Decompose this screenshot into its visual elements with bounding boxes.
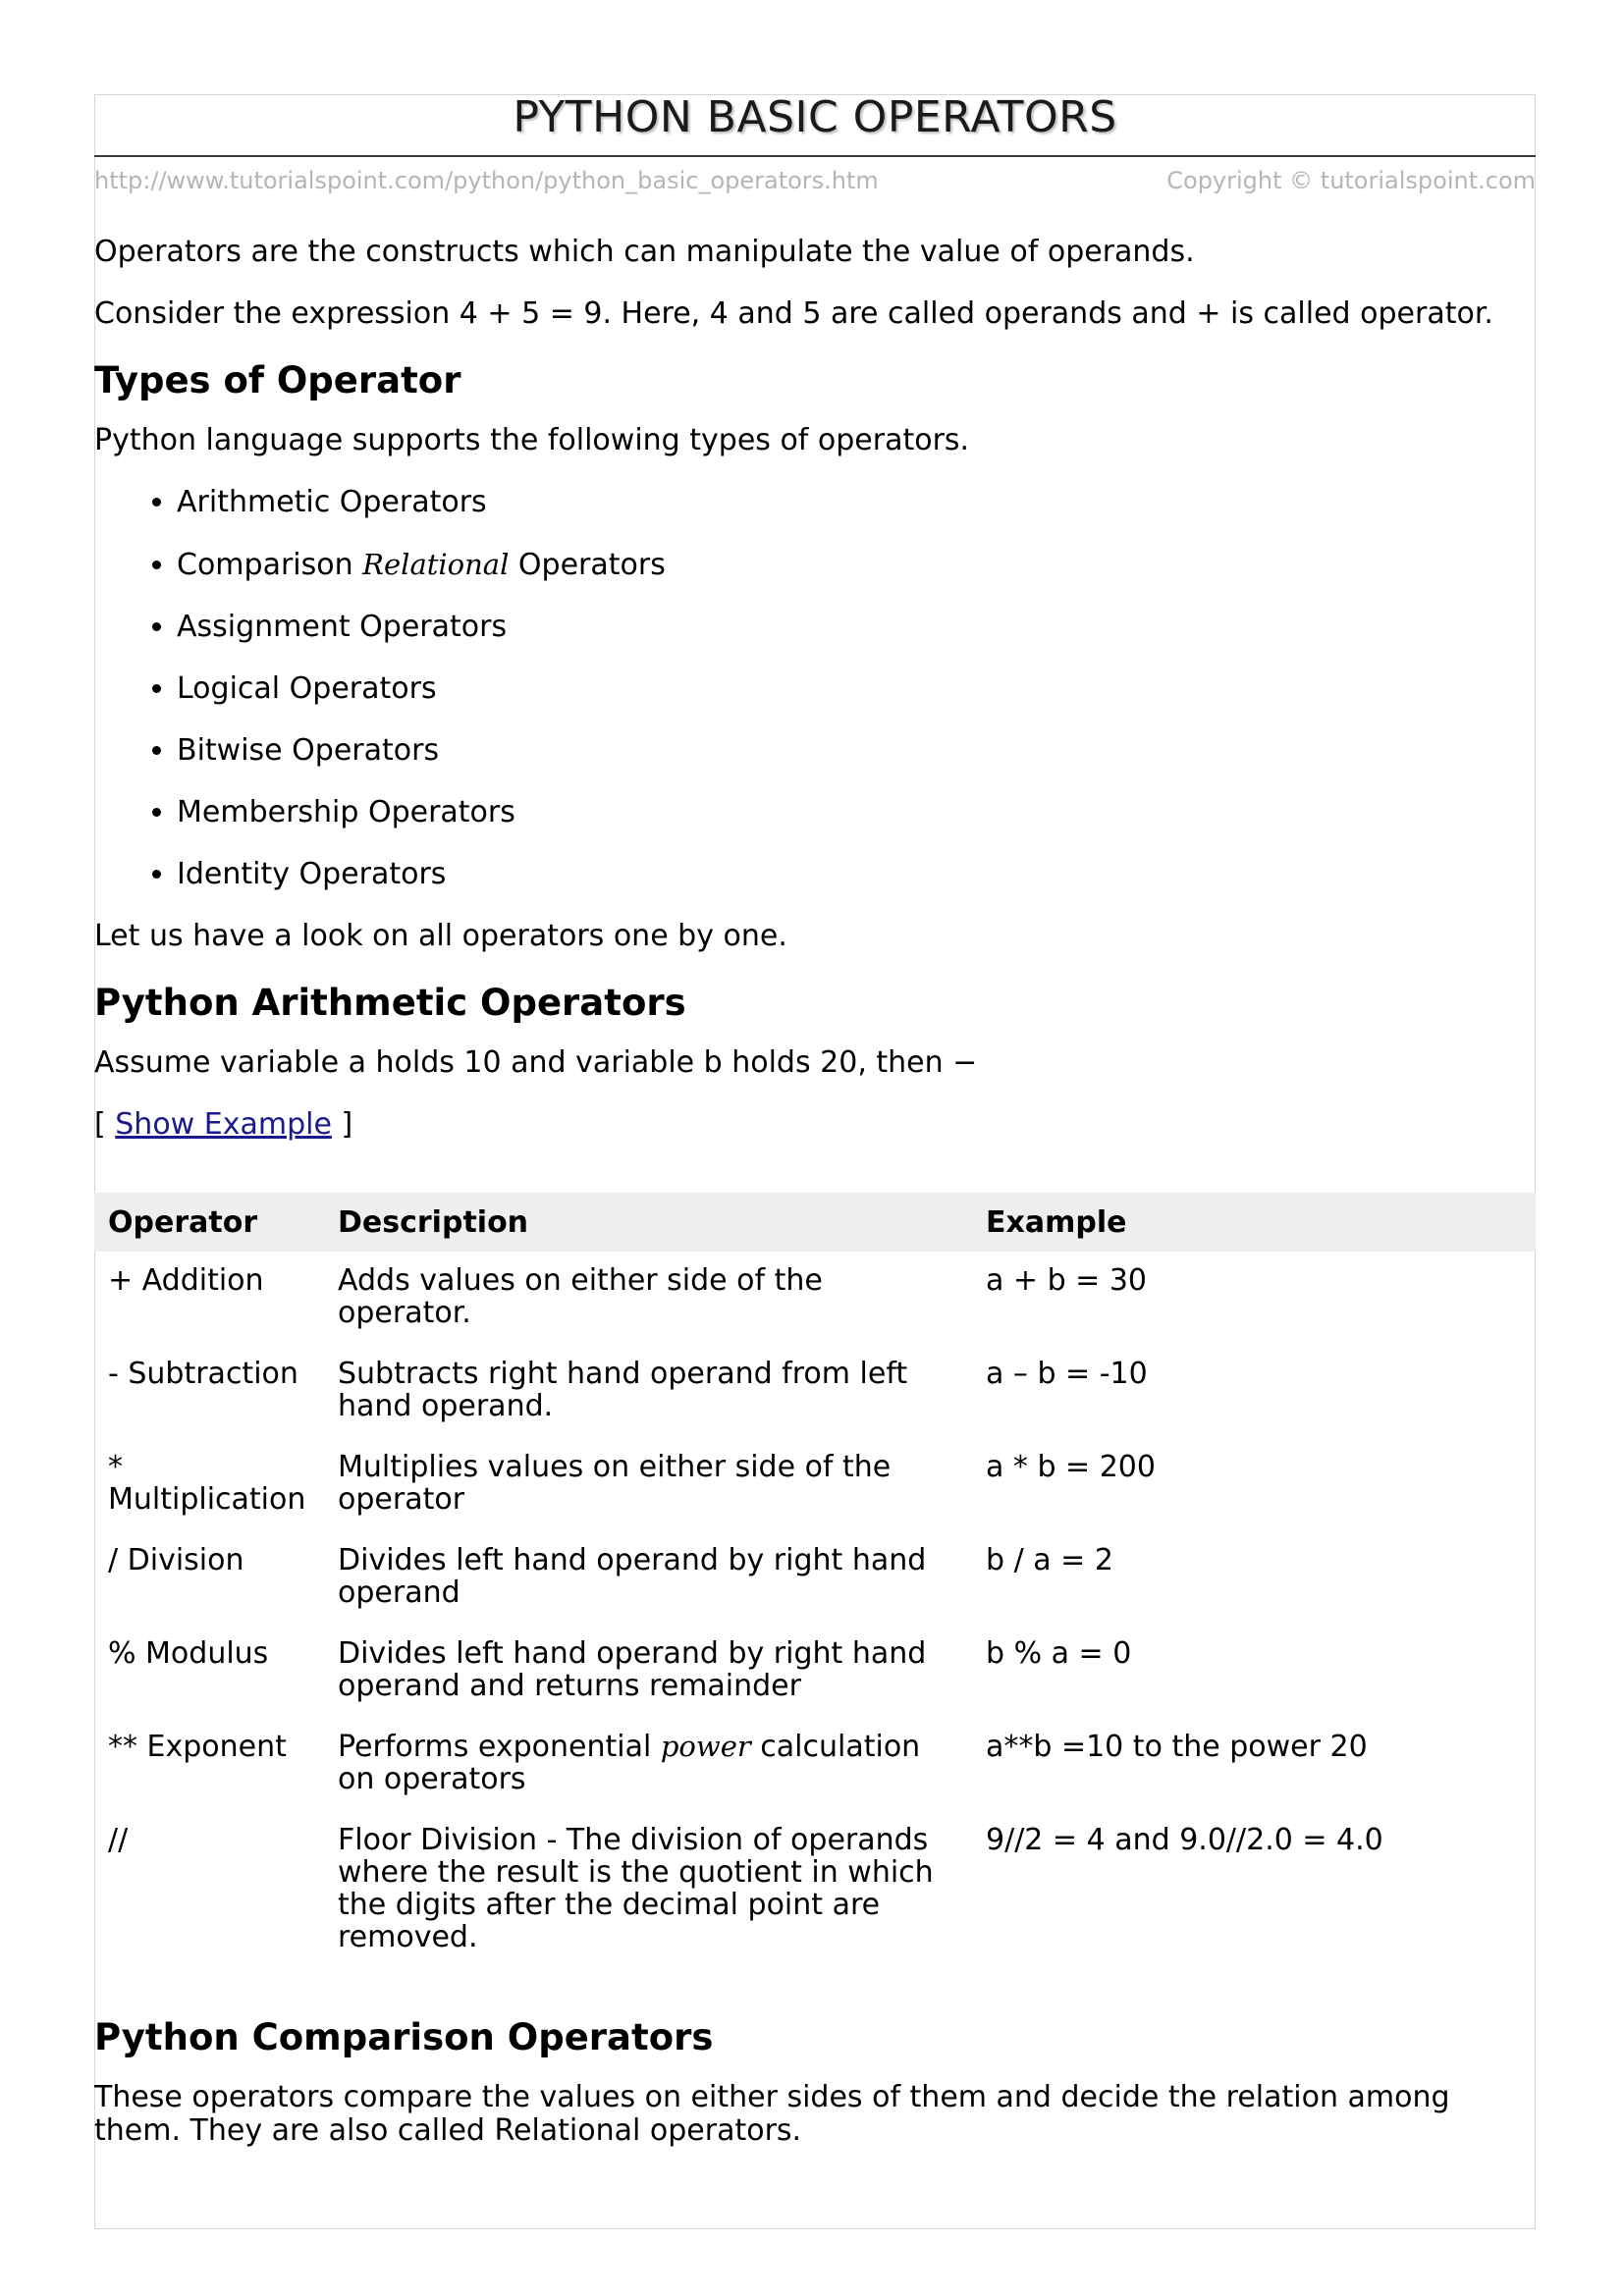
table-row xyxy=(94,1252,1536,1345)
operator-cell: % Modulus xyxy=(108,1636,269,1671)
page-title: PYTHON BASIC OPERATORS xyxy=(513,92,1117,142)
operator-cell: - Subtraction xyxy=(108,1357,298,1391)
example-cell: a – b = -10 xyxy=(986,1357,1148,1391)
intro-paragraph-2: Consider the expression 4 + 5 = 9. Here, 4 and 5 are called operands and + is called operator. xyxy=(94,296,1493,331)
description-cell: Performs exponential power calculation on operators xyxy=(338,1730,921,1796)
example-cell: a**b =10 to the power 20 xyxy=(986,1730,1368,1764)
list-item: • Membership Operators xyxy=(177,796,1536,829)
example-cell: b % a = 0 xyxy=(986,1636,1132,1671)
description-cell: Multiplies values on either side of the operator xyxy=(338,1450,892,1517)
comparison-lead: These operators compare the values on either sides of them and decide the relation among them. They are also called Relational operators. xyxy=(94,2080,1450,2148)
description-cell: Adds values on either side of the operator. xyxy=(338,1263,823,1330)
list-item: • Comparison Relational Operators xyxy=(177,548,1536,582)
table-row xyxy=(94,1531,1536,1625)
document-body xyxy=(94,236,1536,2176)
table-row xyxy=(94,1718,1536,1811)
list-item: • Logical Operators xyxy=(177,672,1536,706)
column-header-operator: Operator xyxy=(94,1193,324,1252)
table-row xyxy=(94,1811,1536,1969)
operator-cell: * Multiplication xyxy=(108,1450,306,1517)
types-heading: Types of Operator xyxy=(94,359,461,401)
operator-types-list xyxy=(94,486,1536,891)
table-row xyxy=(94,1438,1536,1531)
table-row xyxy=(94,1625,1536,1718)
description-cell: Divides left hand operand by right hand operand xyxy=(338,1543,927,1610)
arithmetic-lead: Assume variable a holds 10 and variable b holds 20, then − xyxy=(94,1045,978,1080)
list-item: • Bitwise Operators xyxy=(177,734,1536,768)
column-header-description: Description xyxy=(324,1193,972,1252)
list-item: • Arithmetic Operators xyxy=(177,486,1536,519)
types-lead: Python language supports the following types of operators. xyxy=(94,423,970,457)
operator-cell: + Addition xyxy=(108,1263,264,1298)
arithmetic-operators-table xyxy=(94,1193,1536,1969)
operator-cell: ** Exponent xyxy=(108,1730,287,1764)
power-italic: power xyxy=(660,1730,751,1763)
list-item: • Identity Operators xyxy=(177,858,1536,891)
copyright-notice: Copyright © tutorialspoint.com xyxy=(1166,167,1536,194)
comparison-heading: Python Comparison Operators xyxy=(94,2016,714,2058)
list-item: • Assignment Operators xyxy=(177,611,1536,644)
types-outro: Let us have a look on all operators one by one. xyxy=(94,919,787,953)
description-cell: Floor Division - The division of operands where the result is the quotient in which the digits after the decimal point are removed. xyxy=(338,1823,934,1954)
description-cell: Divides left hand operand by right hand operand and returns remainder xyxy=(338,1636,927,1703)
operator-cell: / Division xyxy=(108,1543,244,1577)
show-example-link[interactable]: Show Example xyxy=(115,1107,332,1142)
relational-italic: Relational xyxy=(362,548,510,581)
table-header-row xyxy=(94,1193,1536,1252)
source-url: http://www.tutorialspoint.com/python/python_basic_operators.htm xyxy=(94,167,879,194)
example-cell: a + b = 30 xyxy=(986,1263,1148,1298)
intro-paragraph-1: Operators are the constructs which can manipulate the value of operands. xyxy=(94,235,1195,269)
description-cell: Subtracts right hand operand from left hand operand. xyxy=(338,1357,908,1423)
show-example-line: [ Show Example ] xyxy=(94,1107,353,1142)
example-cell: b / a = 2 xyxy=(986,1543,1113,1577)
operator-cell: // xyxy=(108,1823,129,1857)
example-cell: a * b = 200 xyxy=(986,1450,1156,1484)
table-row xyxy=(94,1345,1536,1438)
column-header-example: Example xyxy=(972,1193,1536,1252)
title-divider xyxy=(94,155,1536,157)
arithmetic-heading: Python Arithmetic Operators xyxy=(94,982,686,1024)
example-cell: 9//2 = 4 and 9.0//2.0 = 4.0 xyxy=(986,1823,1383,1857)
